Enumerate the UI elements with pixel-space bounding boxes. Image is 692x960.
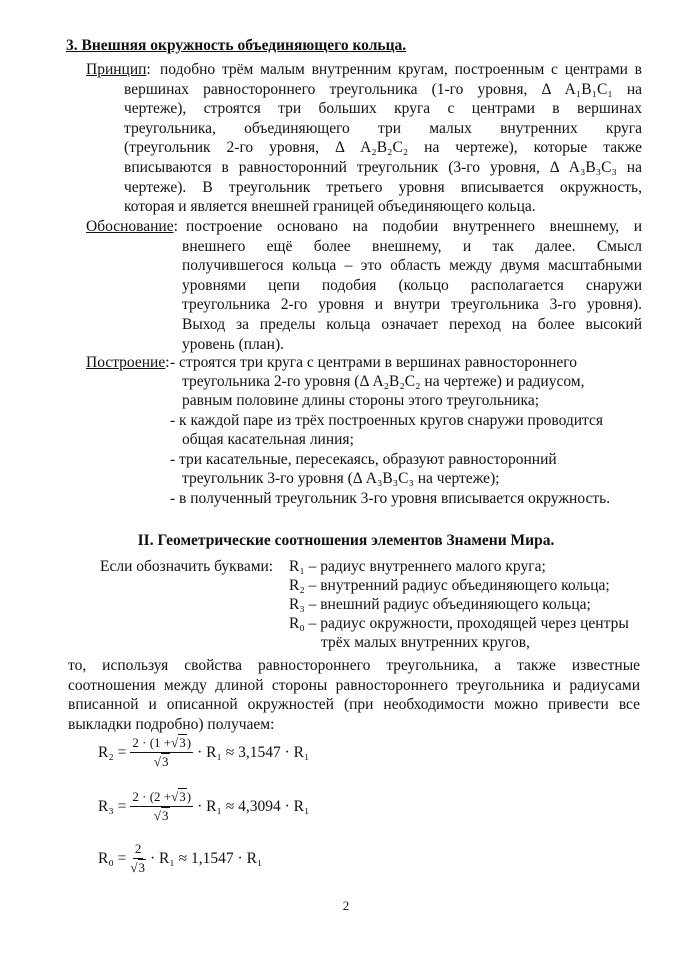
- formula-r3-den-radicand: 3: [162, 808, 169, 823]
- principle-line: чертеже). В треугольник третьего уровня вписывается окружность,: [124, 178, 642, 196]
- formula-r2: [98, 735, 309, 770]
- formula-r0-rhs: · R₁ ≈ 1,1547 · R₁: [150, 850, 263, 867]
- formula-r0-lhs: R₀ =: [98, 850, 127, 867]
- formula-r2-num: 2 · (1 +: [132, 735, 172, 750]
- formula-r0-fraction: [130, 841, 146, 876]
- principle-line: вершинах равностороннего треугольника (1-го уровня, Δ A₁B₁C₁ на: [124, 80, 642, 98]
- construction-line: общая касательная линия;: [182, 431, 354, 448]
- body-line: соотношения между длиной стороны равностороннего треугольника и радиусами: [68, 676, 640, 694]
- formula-r2-num-radicand: 3: [179, 735, 186, 750]
- formula-r0: [98, 841, 262, 876]
- sqrt-sign: √3: [171, 789, 186, 804]
- sqrt-sign: √3: [153, 754, 169, 769]
- formula-r0-num: 2: [134, 841, 142, 856]
- principle-line: чертеже), строятся три больших круга с центрами в вершинах: [124, 100, 642, 118]
- justification-label: Обоснование: [86, 218, 174, 235]
- formula-r3-rhs: · R₁ ≈ 4,3094 · R₁: [197, 798, 310, 815]
- formula-r2-lhs: R₂ =: [98, 744, 127, 761]
- principle-label: Принцип: [86, 61, 147, 78]
- body-line: вписанной и описанной окружностей (при необходимости можно привести все: [68, 696, 640, 714]
- body-line: выкладки подробно) получаем:: [68, 715, 275, 733]
- formula-r3-num-close: ): [186, 789, 192, 804]
- justification-line: внешнего ещё более внешнему, и так далее. Смысл: [182, 237, 642, 255]
- justification-line: уровень (план).: [182, 335, 284, 353]
- construction-line: треугольник 3-го уровня (Δ A₃B₃C₃ на чертеже);: [182, 470, 500, 487]
- justification-line: построение основано на подобии внутреннего внешнему, и: [186, 218, 642, 235]
- page-number: 2: [342, 898, 350, 913]
- principle-line: подобно трём малым внутренним кругам, построенным с центрами в: [160, 61, 642, 78]
- construction-line: - к каждой паре из трёх построенных кругов снаружи проводится: [170, 412, 604, 429]
- formula-r3: [98, 789, 309, 824]
- principle-label-row: Принцип:: [86, 61, 151, 78]
- definition-r0-cont: трёх малых внутренних кругов,: [321, 634, 530, 651]
- section-2-title: II. Геометрические соотношения элементов Знамени Мира.: [137, 532, 555, 549]
- sqrt-sign: √3: [153, 808, 169, 823]
- construction-line: - строятся три круга с центрами в вершинах равностороннего: [170, 354, 578, 371]
- construction-line: равным половине длины стороны этого треугольника;: [182, 392, 540, 409]
- formula-r2-fraction: [130, 735, 193, 770]
- principle-line: вписываются в равносторонний треугольник (3-го уровня, Δ A₃B₃C₃ на: [124, 159, 642, 176]
- sqrt-sign: √3: [171, 735, 186, 750]
- formula-r3-lhs: R₃ =: [98, 798, 127, 815]
- formula-r2-num-close: ): [186, 735, 192, 750]
- justification-line: получившегося кольца – это область между двумя масштабными: [182, 257, 642, 275]
- body-line: то, используя свойства равностороннего треугольника, а также известные: [68, 657, 640, 674]
- formula-r3-num: 2 · (2 +: [132, 789, 172, 804]
- sqrt-sign: √3: [130, 860, 145, 875]
- formula-r0-den-radicand: 3: [138, 860, 145, 875]
- justification-label-row: Обоснование:: [86, 218, 178, 235]
- formula-r2-rhs: · R₁ ≈ 3,1547 · R₁: [197, 744, 310, 761]
- construction-line: - в полученный треугольник 3-го уровня вписывается окружность.: [170, 490, 611, 507]
- principle-line: (треугольник 2-го уровня, Δ A₂B₂C₂ на чертеже), которые также: [124, 139, 642, 157]
- construction-label-row: Построение:: [86, 354, 170, 371]
- construction-line: треугольника 2-го уровня (Δ A₂B₂C₂ на чертеже) и радиусом,: [182, 373, 585, 390]
- formula-r2-den-radicand: 3: [162, 754, 169, 769]
- justification-line: треугольника 2-го уровня и внутри треугольника 3-го уровня).: [182, 296, 642, 314]
- construction-label: Построение: [86, 354, 166, 371]
- definition-r2: R₂ – внутренний радиус объединяющего кольца;: [289, 577, 610, 594]
- construction-line: - три касательные, пересекаясь, образуют равносторонний: [170, 451, 557, 468]
- principle-line: которая и является внешней границей объединяющего кольца.: [124, 198, 536, 216]
- definition-r1: R₁ – радиус внутреннего малого круга;: [289, 558, 546, 575]
- formula-r3-num-radicand: 3: [179, 789, 186, 804]
- section-3-title: 3. Внешняя окружность объединяющего кольца.: [66, 37, 407, 54]
- definitions-intro: Если обозначить буквами:: [100, 558, 274, 575]
- justification-line: Выход за пределы кольца означает переход на более высокий: [182, 316, 642, 333]
- definition-r0: R₀ – радиус окружности, проходящей через центры: [289, 615, 629, 632]
- principle-line: треугольника, объединяющего три малых внутренних круга: [124, 119, 642, 137]
- formula-r3-fraction: [130, 789, 193, 824]
- definition-r3: R₃ – внешний радиус объединяющего кольца;: [289, 596, 591, 613]
- justification-line: уровнями цепи подобия (кольцо располагается снаружи: [182, 276, 642, 294]
